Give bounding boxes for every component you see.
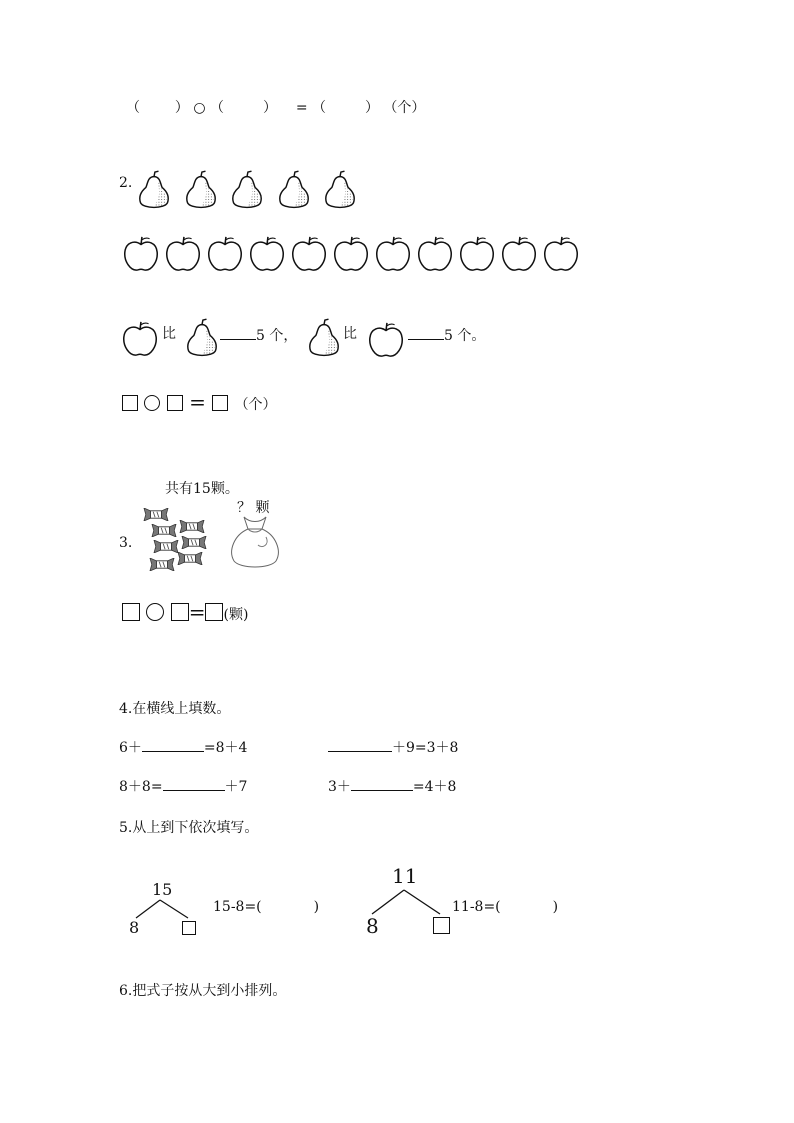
pear-icon bbox=[322, 170, 358, 212]
tree2-answer-box[interactable] bbox=[433, 917, 450, 934]
compare1-bi: 比 bbox=[162, 326, 176, 342]
candy-icon bbox=[142, 508, 170, 521]
apple-icon bbox=[458, 234, 496, 274]
q2-number: 2. bbox=[119, 175, 133, 191]
pear-icon bbox=[184, 318, 220, 360]
operator-circle: ○ bbox=[193, 100, 206, 116]
answer-blank[interactable] bbox=[220, 325, 256, 340]
answer-box[interactable] bbox=[167, 395, 183, 411]
paren-close: ） bbox=[262, 100, 277, 116]
q3-box-equation bbox=[122, 600, 248, 624]
compare2-tail: 5 个。 bbox=[444, 328, 486, 344]
eq-part: 3＋ bbox=[328, 779, 351, 795]
apple-icon bbox=[290, 234, 328, 274]
answer-box[interactable] bbox=[171, 603, 189, 621]
apple-icon bbox=[374, 234, 412, 274]
q3-unknown-text: ？ 颗 bbox=[237, 500, 270, 516]
operator-circle[interactable] bbox=[146, 603, 164, 621]
q4-title: 4.在横线上填数。 bbox=[119, 701, 231, 717]
candy-icon bbox=[148, 558, 176, 571]
unit-label: （个） bbox=[234, 397, 277, 413]
tree1-equation bbox=[213, 899, 319, 915]
answer-blank[interactable] bbox=[408, 325, 444, 340]
q2-box-equation bbox=[122, 390, 277, 414]
tree2-branches bbox=[362, 888, 452, 916]
eq-part: 6＋ bbox=[119, 740, 142, 756]
answer-box[interactable] bbox=[205, 603, 223, 621]
answer-blank[interactable] bbox=[163, 776, 225, 791]
operator-circle[interactable] bbox=[144, 395, 160, 411]
q4-eq3 bbox=[119, 776, 247, 796]
paren-open: （ bbox=[312, 100, 327, 116]
unit-label: (颗) bbox=[223, 607, 249, 623]
unit-label: （个） bbox=[383, 100, 426, 116]
eq-part: 15-8=( bbox=[213, 899, 262, 915]
equals-sign: = bbox=[295, 100, 308, 116]
apple-icon bbox=[121, 318, 159, 360]
compare2-answer bbox=[408, 325, 485, 345]
paren-close: ） bbox=[174, 100, 189, 116]
answer-blank[interactable] bbox=[351, 776, 413, 791]
candy-icon bbox=[180, 536, 208, 549]
eq-part: ) bbox=[552, 899, 559, 915]
q4-eq4 bbox=[328, 776, 456, 796]
pear-icon bbox=[136, 170, 172, 212]
candy-icon bbox=[178, 520, 206, 533]
apple-icon bbox=[206, 234, 244, 274]
apple-icon bbox=[122, 234, 160, 274]
answer-blank[interactable] bbox=[142, 737, 204, 752]
q6-title: 6.把式子按从大到小排列。 bbox=[119, 983, 287, 999]
pear-icon bbox=[183, 170, 219, 212]
tree2-top-number: 11 bbox=[392, 864, 418, 888]
q1-equation bbox=[126, 97, 425, 117]
answer-blank[interactable] bbox=[328, 737, 392, 752]
paren-open: （ bbox=[126, 100, 140, 116]
apple-icon bbox=[367, 320, 405, 360]
eq-part: 11-8=( bbox=[452, 899, 501, 915]
tree1-top-number: 15 bbox=[152, 880, 173, 899]
pear-icon bbox=[229, 170, 265, 212]
pear-icon bbox=[276, 170, 312, 212]
tree2-equation bbox=[452, 899, 558, 915]
equals-sign: = bbox=[189, 390, 206, 414]
eq-part: ) bbox=[313, 899, 320, 915]
q3-number: 3. bbox=[119, 535, 133, 551]
candy-icon bbox=[176, 552, 204, 565]
tree1-branches bbox=[128, 898, 198, 920]
eq-part: ＋7 bbox=[224, 779, 248, 795]
compare2-bi: 比 bbox=[343, 326, 357, 342]
eq-part: 8＋8= bbox=[119, 779, 163, 795]
compare1-answer bbox=[220, 325, 297, 345]
apple-icon bbox=[332, 234, 370, 274]
q4-eq2 bbox=[328, 737, 458, 757]
eq-part: ＋9=3＋8 bbox=[392, 740, 459, 756]
eq-part: =8＋4 bbox=[203, 740, 248, 756]
tree1-left-number: 8 bbox=[129, 918, 140, 937]
paren-close: ） bbox=[364, 100, 379, 116]
q5-title: 5.从上到下依次填写。 bbox=[119, 820, 259, 836]
answer-box[interactable] bbox=[122, 603, 140, 621]
eq-part: =4＋8 bbox=[412, 779, 457, 795]
tree1-answer-box[interactable] bbox=[182, 921, 196, 935]
apple-icon bbox=[248, 234, 286, 274]
candy-icon bbox=[150, 524, 178, 537]
tree2-left-number: 8 bbox=[366, 914, 379, 938]
answer-box[interactable] bbox=[122, 395, 138, 411]
apple-icon bbox=[542, 234, 580, 274]
equals-sign: = bbox=[188, 600, 206, 624]
apple-icon bbox=[416, 234, 454, 274]
pear-icon bbox=[306, 318, 342, 360]
bag-icon bbox=[226, 515, 284, 569]
compare1-tail: 5 个， bbox=[256, 328, 298, 344]
apple-icon bbox=[164, 234, 202, 274]
q4-eq1 bbox=[119, 737, 247, 757]
answer-box[interactable] bbox=[212, 395, 228, 411]
q3-total-text: 共有15颗。 bbox=[165, 481, 239, 497]
paren-open: （ bbox=[210, 100, 225, 116]
apple-icon bbox=[500, 234, 538, 274]
